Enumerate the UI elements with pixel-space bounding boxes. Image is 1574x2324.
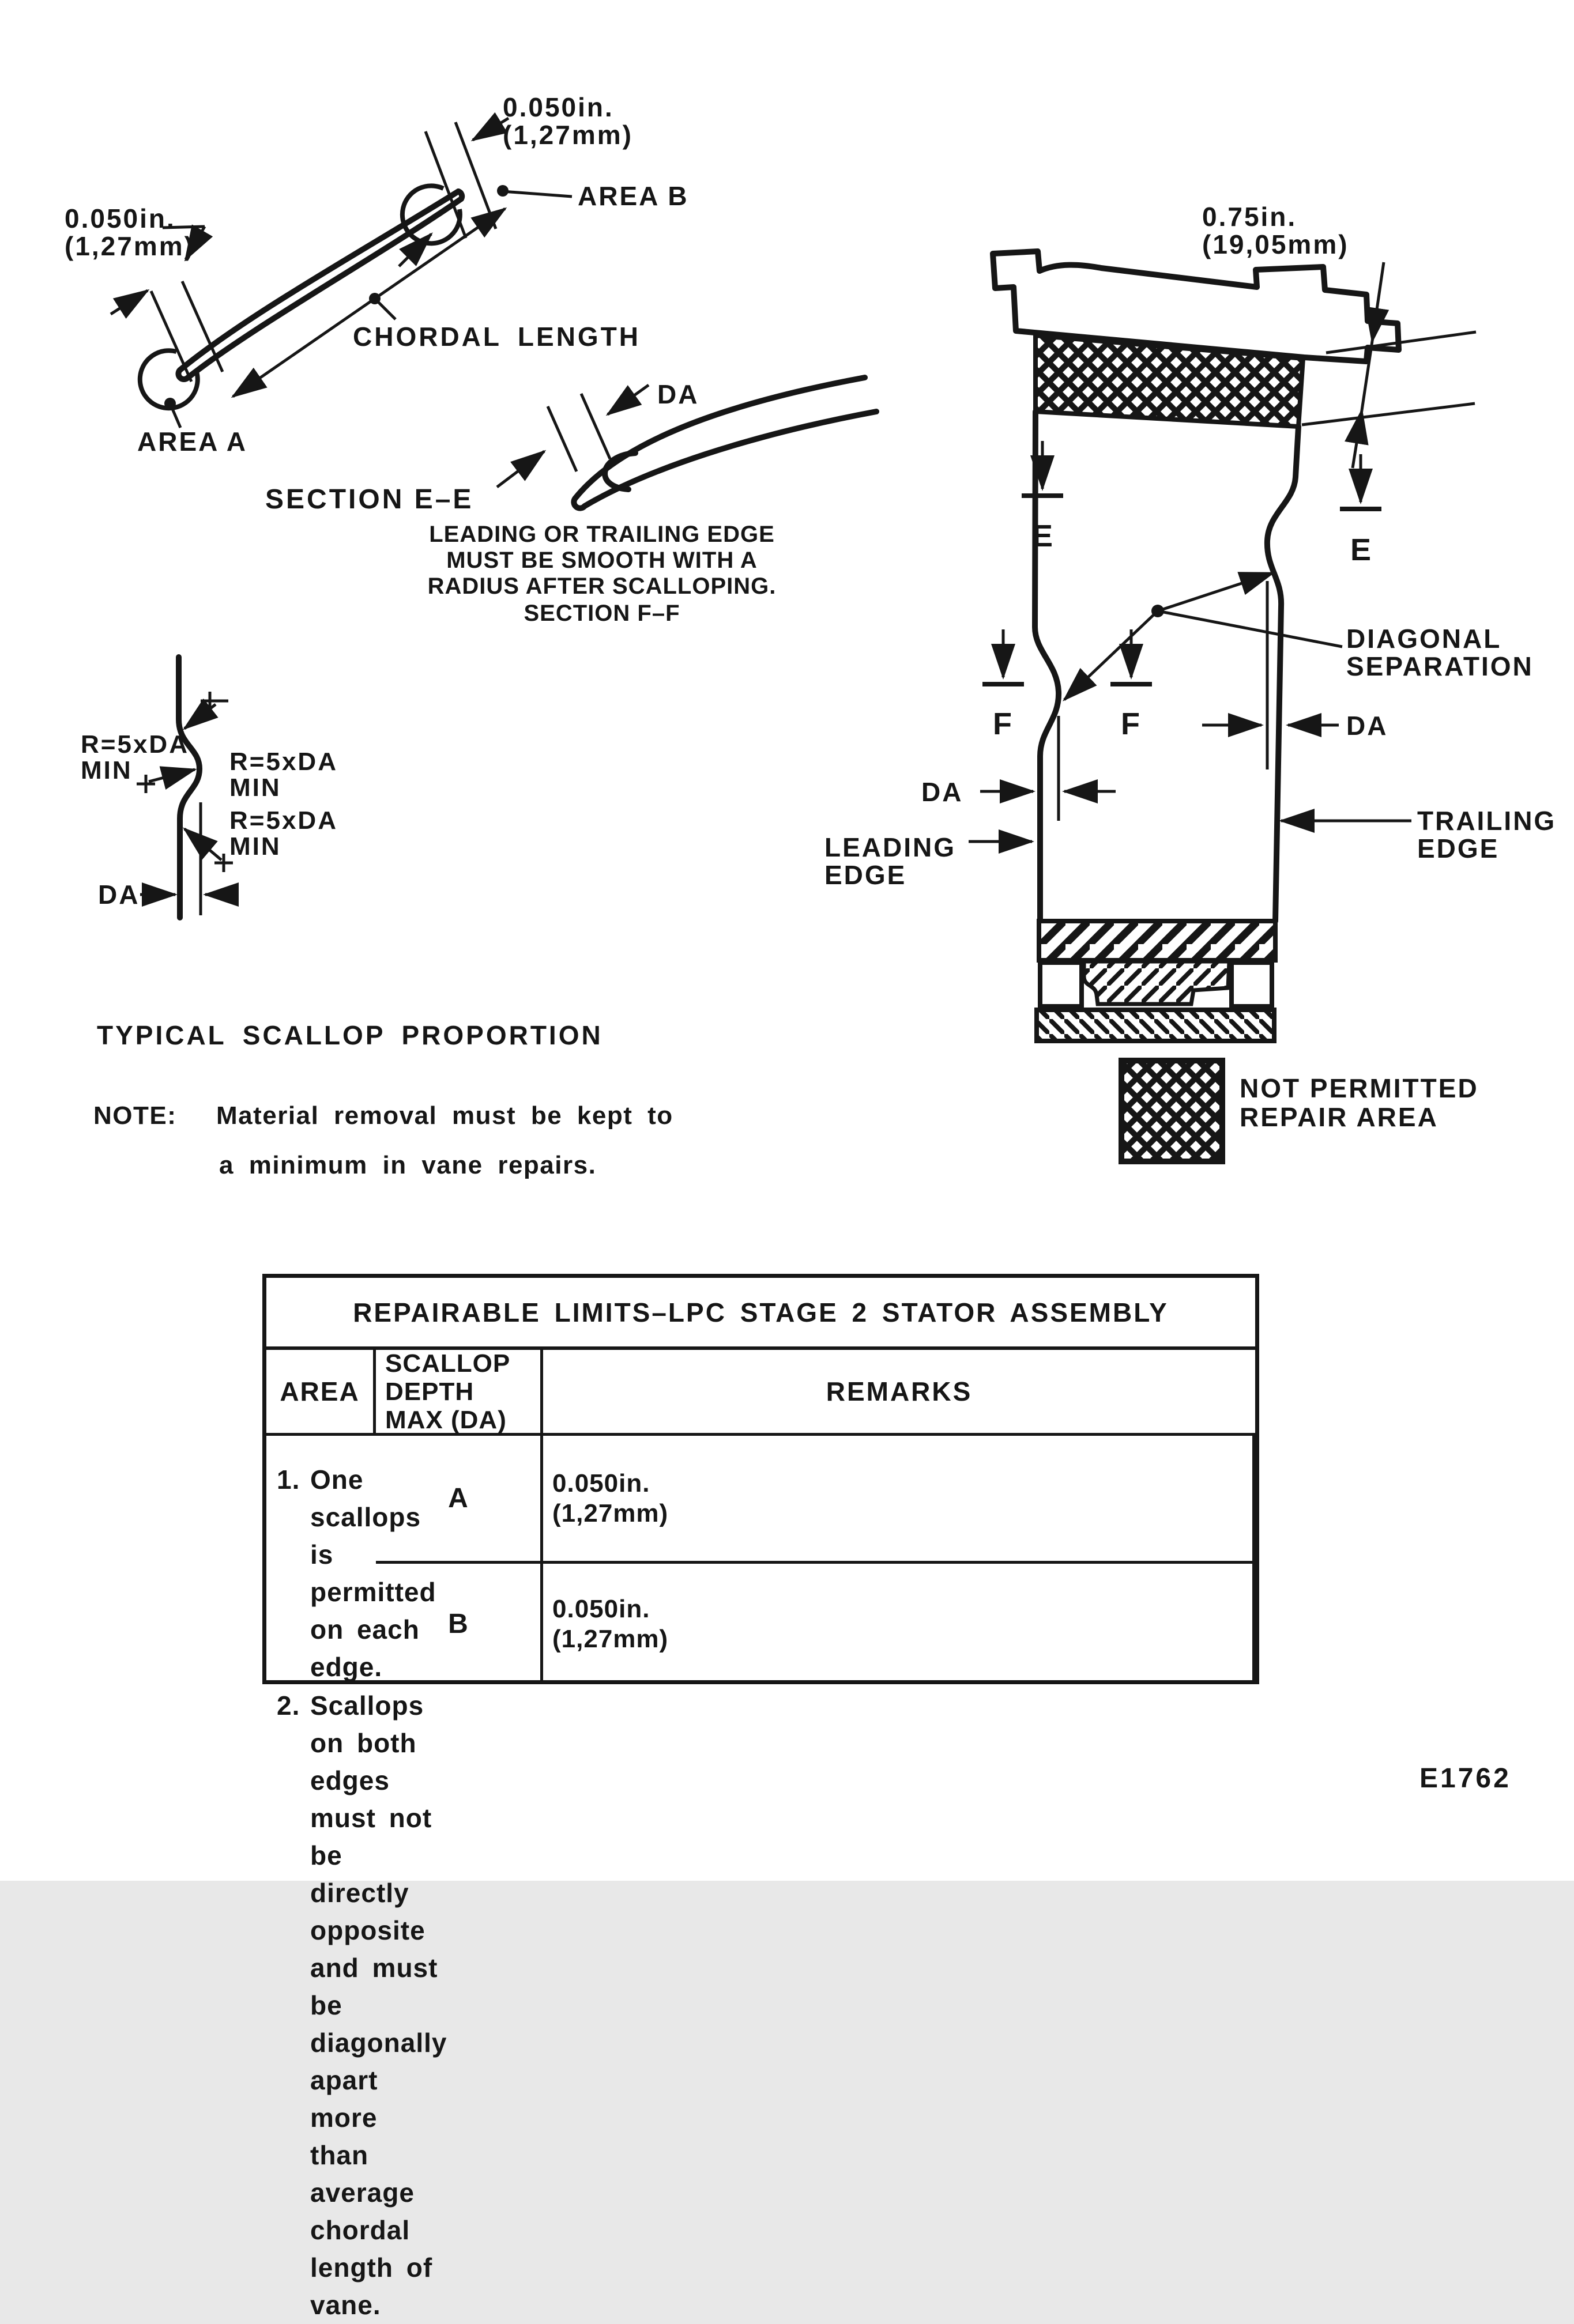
left-cross (137, 775, 155, 793)
remark-2-line1: Scallops on both edges must not be (310, 1691, 432, 1870)
inner-shroud-slot-left (1040, 963, 1082, 1006)
remark-2 (277, 1687, 447, 2324)
da-right-label: DA (1346, 711, 1388, 741)
upper-radius-dot (195, 711, 205, 722)
scallop-edge-curve (179, 657, 199, 918)
ff-arrow-upper (608, 385, 649, 414)
inner-shroud-channel (1084, 961, 1229, 1004)
ff-note-line2: MUST BE SMOOTH WITH A (446, 548, 758, 573)
remark-1-number: 1. (277, 1465, 300, 1495)
upper-radius-min: MIN (229, 774, 281, 802)
remarks-cell (266, 1436, 447, 2320)
diagonal-leader (1158, 611, 1342, 647)
chordal-length-label: CHORDAL LENGTH (353, 322, 641, 352)
remark-2-line2: directly opposite and must be (310, 1878, 438, 2020)
ff-tick-2 (581, 394, 610, 459)
remark-1-line1: One scallops is permitted on each (310, 1465, 436, 1644)
diagonal-arrow-upper (1158, 573, 1273, 611)
ff-arrow-lower (497, 451, 544, 487)
vane-dim-in: 0.75in. (1202, 202, 1297, 232)
note-label: NOTE: (93, 1101, 177, 1130)
section-f-letter-right: F (1121, 707, 1140, 741)
diagonal-label-2: SEPARATION (1346, 651, 1534, 681)
area-b-label: AREA B (578, 181, 689, 211)
dim-a-in: 0.050in. (65, 203, 176, 233)
left-radius-min: MIN (81, 756, 133, 784)
scallop-caption: TYPICAL SCALLOP PROPORTION (97, 1020, 603, 1050)
legend-line2: REPAIR AREA (1240, 1102, 1439, 1132)
ff-section-caption: SECTION F–F (524, 601, 680, 626)
remark-1 (277, 1461, 436, 1686)
dim75-arrow-down (1372, 262, 1384, 341)
airfoil-tip-b (458, 191, 462, 199)
inner-shroud-band (1039, 921, 1275, 960)
trailing-edge-line (1267, 427, 1298, 921)
leading-edge-label-2: EDGE (824, 860, 907, 890)
legend-line1: NOT PERMITTED (1240, 1073, 1479, 1103)
left-radius-dot (167, 771, 177, 781)
repairable-limits-table (262, 1274, 1259, 2320)
ff-da-label: DA (657, 379, 699, 409)
dim-a-leader-horiz (163, 227, 205, 228)
remark-2-line3: diagonally apart more than average (310, 2028, 447, 2208)
section-ff-diagram (428, 378, 876, 626)
lower-radius-label: R=5xDA (229, 806, 338, 835)
note-block (93, 1101, 673, 1179)
col-header-remarks: REMARKS (543, 1350, 1255, 1436)
dim-a-tick-1 (151, 291, 191, 382)
col-header-depth (376, 1350, 543, 1436)
dim-b-mm: (1,27mm) (503, 120, 633, 150)
vane-side-view (824, 202, 1556, 1041)
dim-a-tick-2 (182, 281, 223, 372)
legend (1121, 1061, 1479, 1161)
inner-shroud-base-band (1037, 1010, 1274, 1041)
row-a-depth (543, 1436, 1255, 1564)
lower-radius-min: MIN (229, 832, 281, 861)
row-a-depth-mm: (1,27mm) (552, 1499, 669, 1527)
ff-tick-1 (548, 406, 577, 471)
dim-a-arrow-lower (111, 290, 148, 314)
section-e-letter-right: E (1350, 533, 1372, 567)
chord-leader (375, 299, 396, 319)
ff-note-line3: RADIUS AFTER SCALLOPING. (427, 574, 777, 599)
dim-b-in: 0.050in. (503, 92, 614, 122)
note-line2: a minimum in vane repairs. (219, 1151, 597, 1179)
vane-dim-mm: (19,05mm) (1202, 229, 1349, 259)
remark-2-line4: chordal length of vane. (310, 2215, 433, 2320)
inner-shroud-slot-right (1232, 963, 1272, 1006)
figure-id: E1762 (1419, 1763, 1511, 1794)
table-title: REPAIRABLE LIMITS–LPC STAGE 2 STATOR ASSEMBLY (266, 1278, 1255, 1350)
area-a-label: AREA A (137, 427, 247, 456)
section-f-letter-left: F (993, 707, 1012, 741)
leading-edge-label-1: LEADING (824, 832, 956, 862)
remark-2-number: 2. (277, 1691, 300, 1721)
col-header-area: AREA (266, 1350, 376, 1436)
upper-radius-label: R=5xDA (229, 748, 338, 776)
row-b-depth (543, 1564, 1255, 1684)
not-permitted-band (1035, 335, 1303, 427)
dim-a-mm: (1,27mm) (65, 231, 195, 261)
row-a-area: A (376, 1436, 543, 1564)
ext-line-band (1302, 403, 1475, 425)
ff-tip-radius (574, 498, 585, 508)
ff-outer-curve (575, 378, 865, 498)
da-left-label: DA (921, 777, 963, 807)
row-b-depth-in: 0.050in. (552, 1594, 650, 1623)
row-a-depth-in: 0.050in. (552, 1469, 650, 1497)
col-header-depth-line2: DEPTH (385, 1377, 475, 1406)
row-b-area: B (376, 1564, 543, 1684)
diagonal-label-1: DIAGONAL (1346, 624, 1502, 654)
trailing-edge-label-1: TRAILING (1417, 806, 1557, 836)
col-header-depth-line1: SCALLOP (385, 1349, 511, 1378)
scallop-proportion-diagram (81, 657, 603, 1050)
leading-edge-line (1035, 412, 1059, 921)
area-b-leader (503, 191, 572, 197)
section-ee-caption: SECTION E–E (265, 484, 474, 515)
upper-cross (201, 692, 228, 710)
left-radius-label: R=5xDA (81, 730, 189, 759)
lower-radius-dot (198, 839, 208, 850)
ff-note-line1: LEADING OR TRAILING EDGE (429, 522, 775, 547)
section-ee-diagram (65, 92, 689, 515)
row-b-depth-mm: (1,27mm) (552, 1624, 669, 1653)
note-line1: Material removal must be kept to (216, 1101, 673, 1130)
section-e-letter-left: E (1032, 519, 1053, 553)
remark-1-line2: edge. (310, 1652, 383, 1682)
legend-swatch (1121, 1061, 1222, 1161)
col-header-depth-line3: MAX (DA) (385, 1405, 507, 1434)
scallop-da-label: DA (98, 880, 140, 910)
trailing-edge-label-2: EDGE (1417, 833, 1500, 863)
